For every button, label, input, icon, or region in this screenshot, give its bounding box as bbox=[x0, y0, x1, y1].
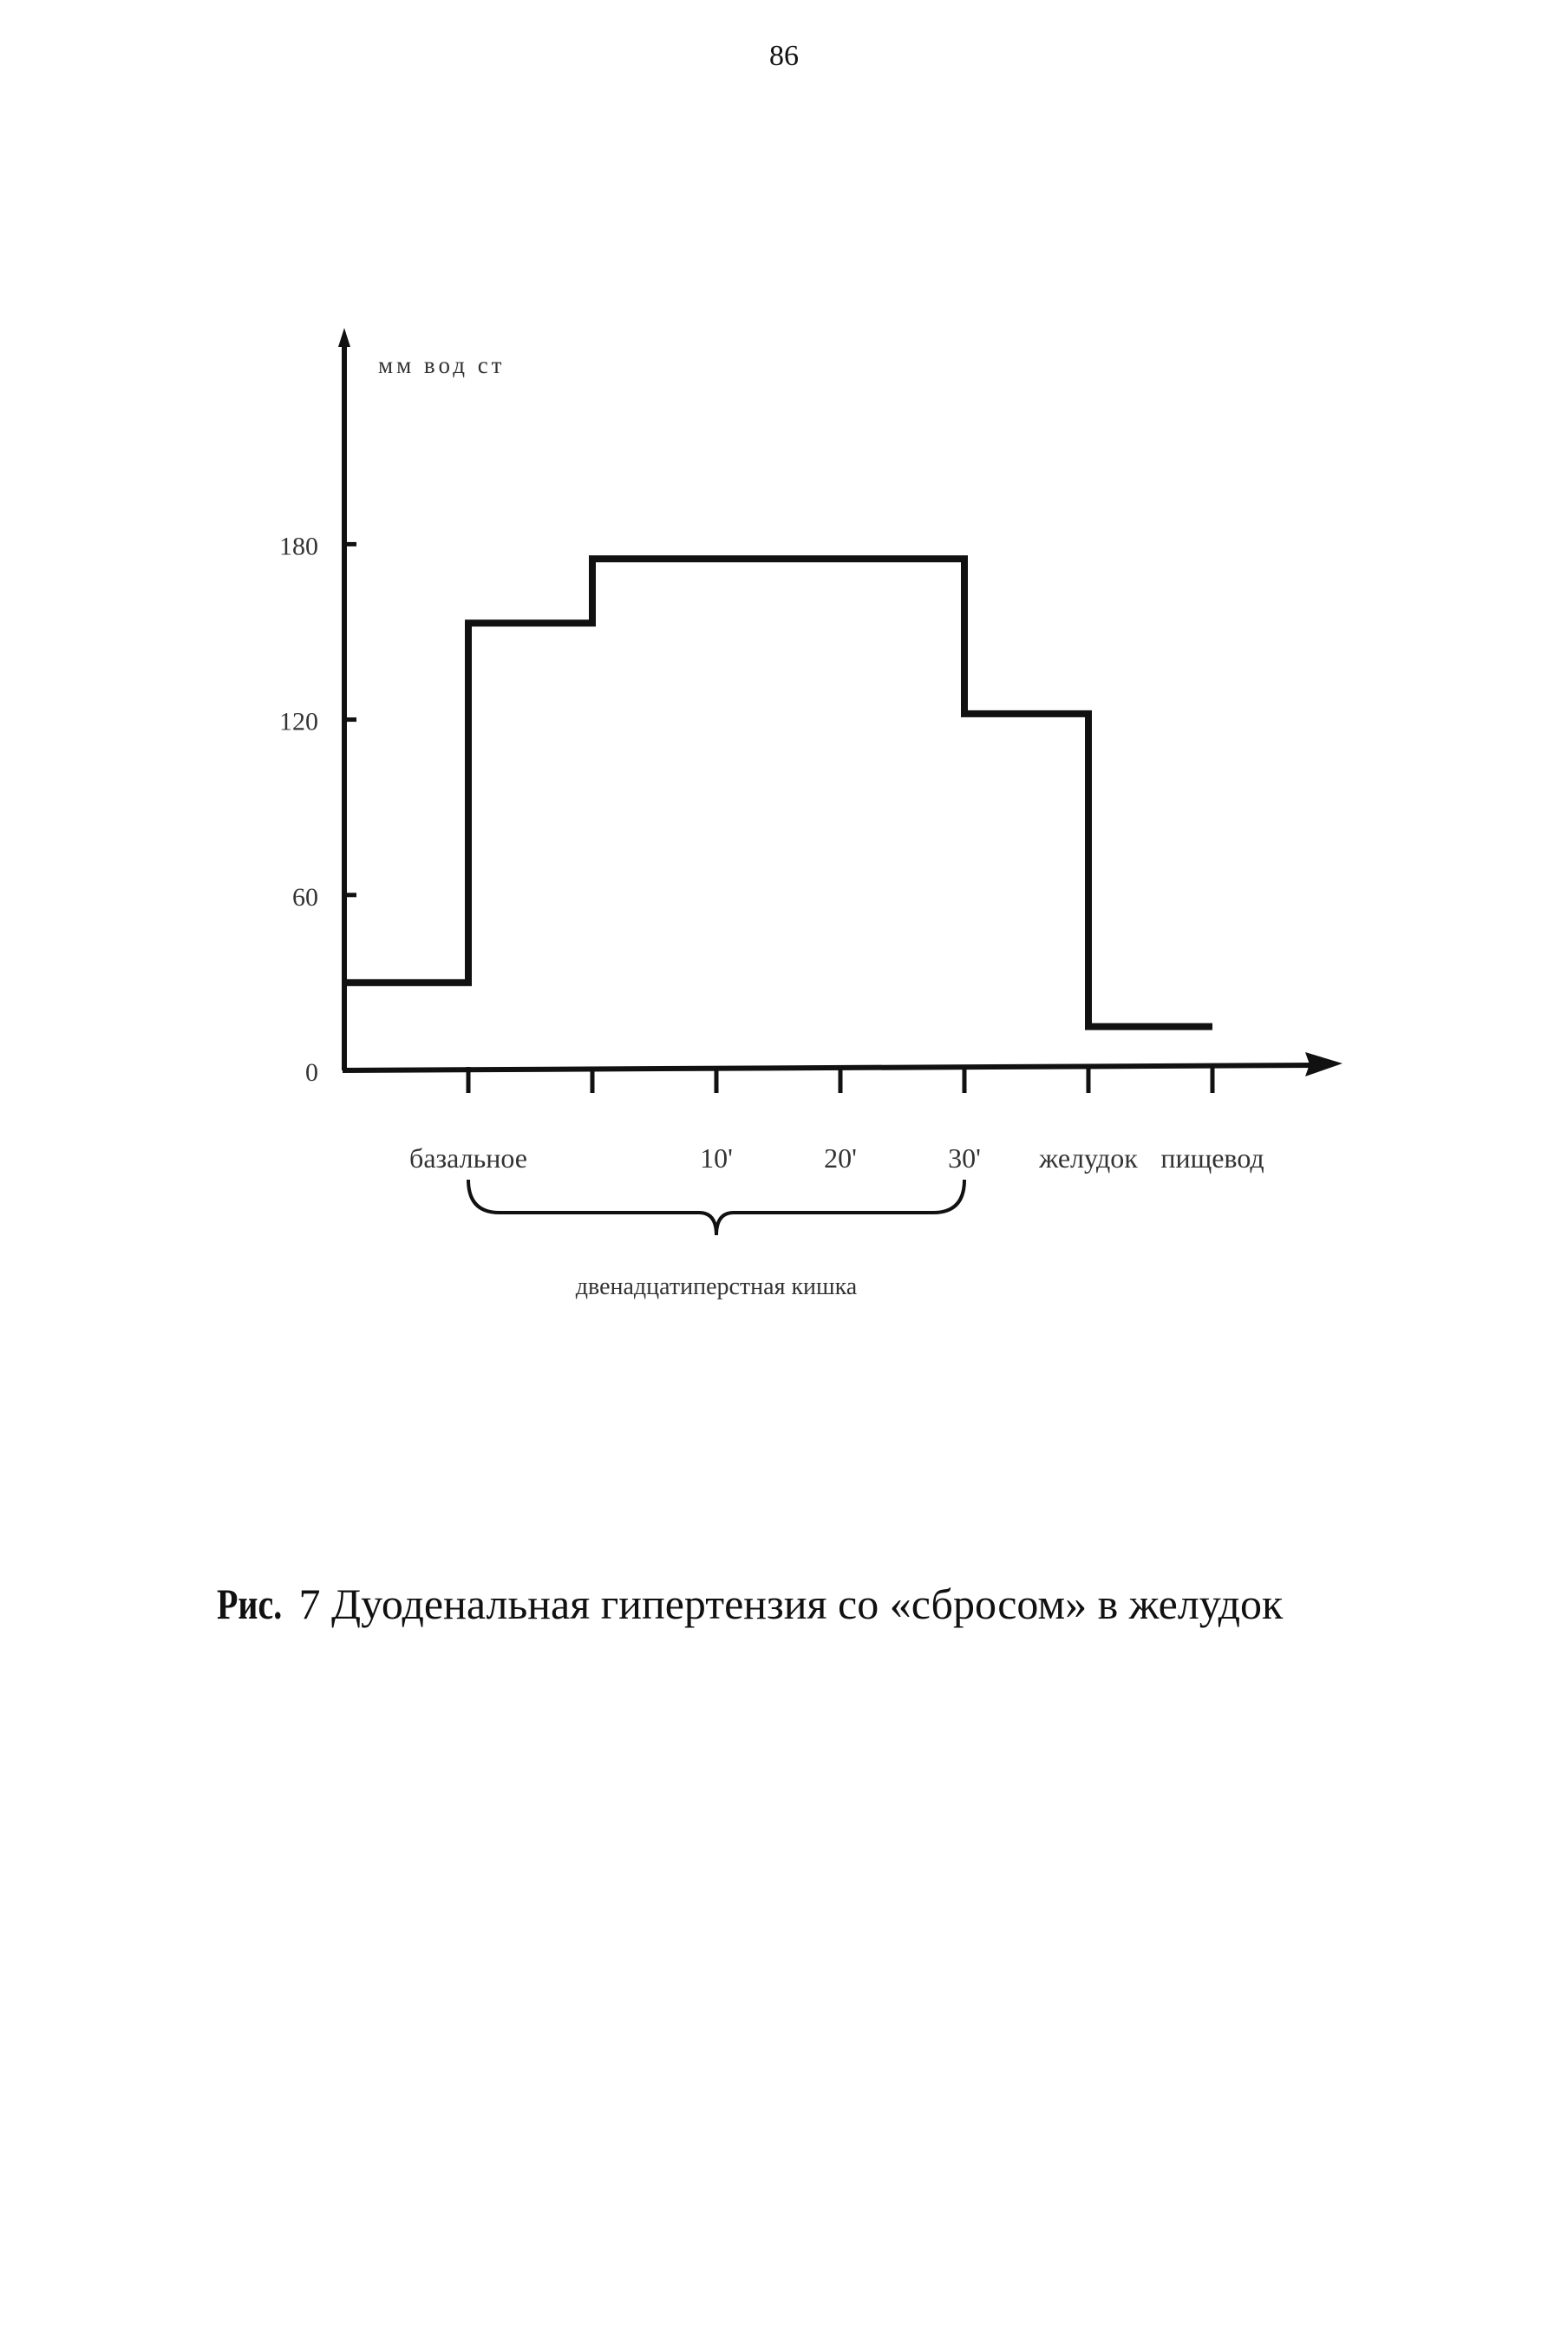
x-tick-label: 20' bbox=[824, 1142, 857, 1174]
x-tick-label: желудок bbox=[1039, 1142, 1138, 1174]
bracket-label: двенадцатиперстная кишка bbox=[575, 1273, 858, 1300]
bracket bbox=[468, 1180, 964, 1300]
x-tick-label: пищевод bbox=[1160, 1142, 1264, 1174]
x-axis-arrow-icon bbox=[1305, 1052, 1343, 1076]
bracket-path bbox=[468, 1180, 964, 1235]
y-tick-label-0: 0 bbox=[305, 1058, 318, 1087]
page-number: 86 bbox=[769, 40, 799, 72]
series-line bbox=[344, 559, 1212, 1026]
y-tick-label-60: 60 bbox=[292, 882, 318, 912]
x-tick-label: базальное bbox=[409, 1142, 527, 1174]
x-tick-label: 10' bbox=[700, 1142, 733, 1174]
caption-text: 7 Дуоденальная гипертензия со «сбросом» в желудок bbox=[298, 1580, 1284, 1628]
y-axis-label: мм вод ст bbox=[378, 352, 506, 378]
chart-axes bbox=[338, 328, 1343, 1076]
y-axis-arrow-icon bbox=[338, 328, 350, 347]
x-axis-line bbox=[343, 1065, 1318, 1070]
figure-caption bbox=[217, 1579, 1283, 1629]
x-tick-label: 30' bbox=[948, 1142, 981, 1174]
y-tick-label-120: 120 bbox=[279, 707, 318, 736]
y-tick-label-180: 180 bbox=[279, 532, 318, 561]
caption-prefix: Рис. bbox=[217, 1580, 283, 1628]
